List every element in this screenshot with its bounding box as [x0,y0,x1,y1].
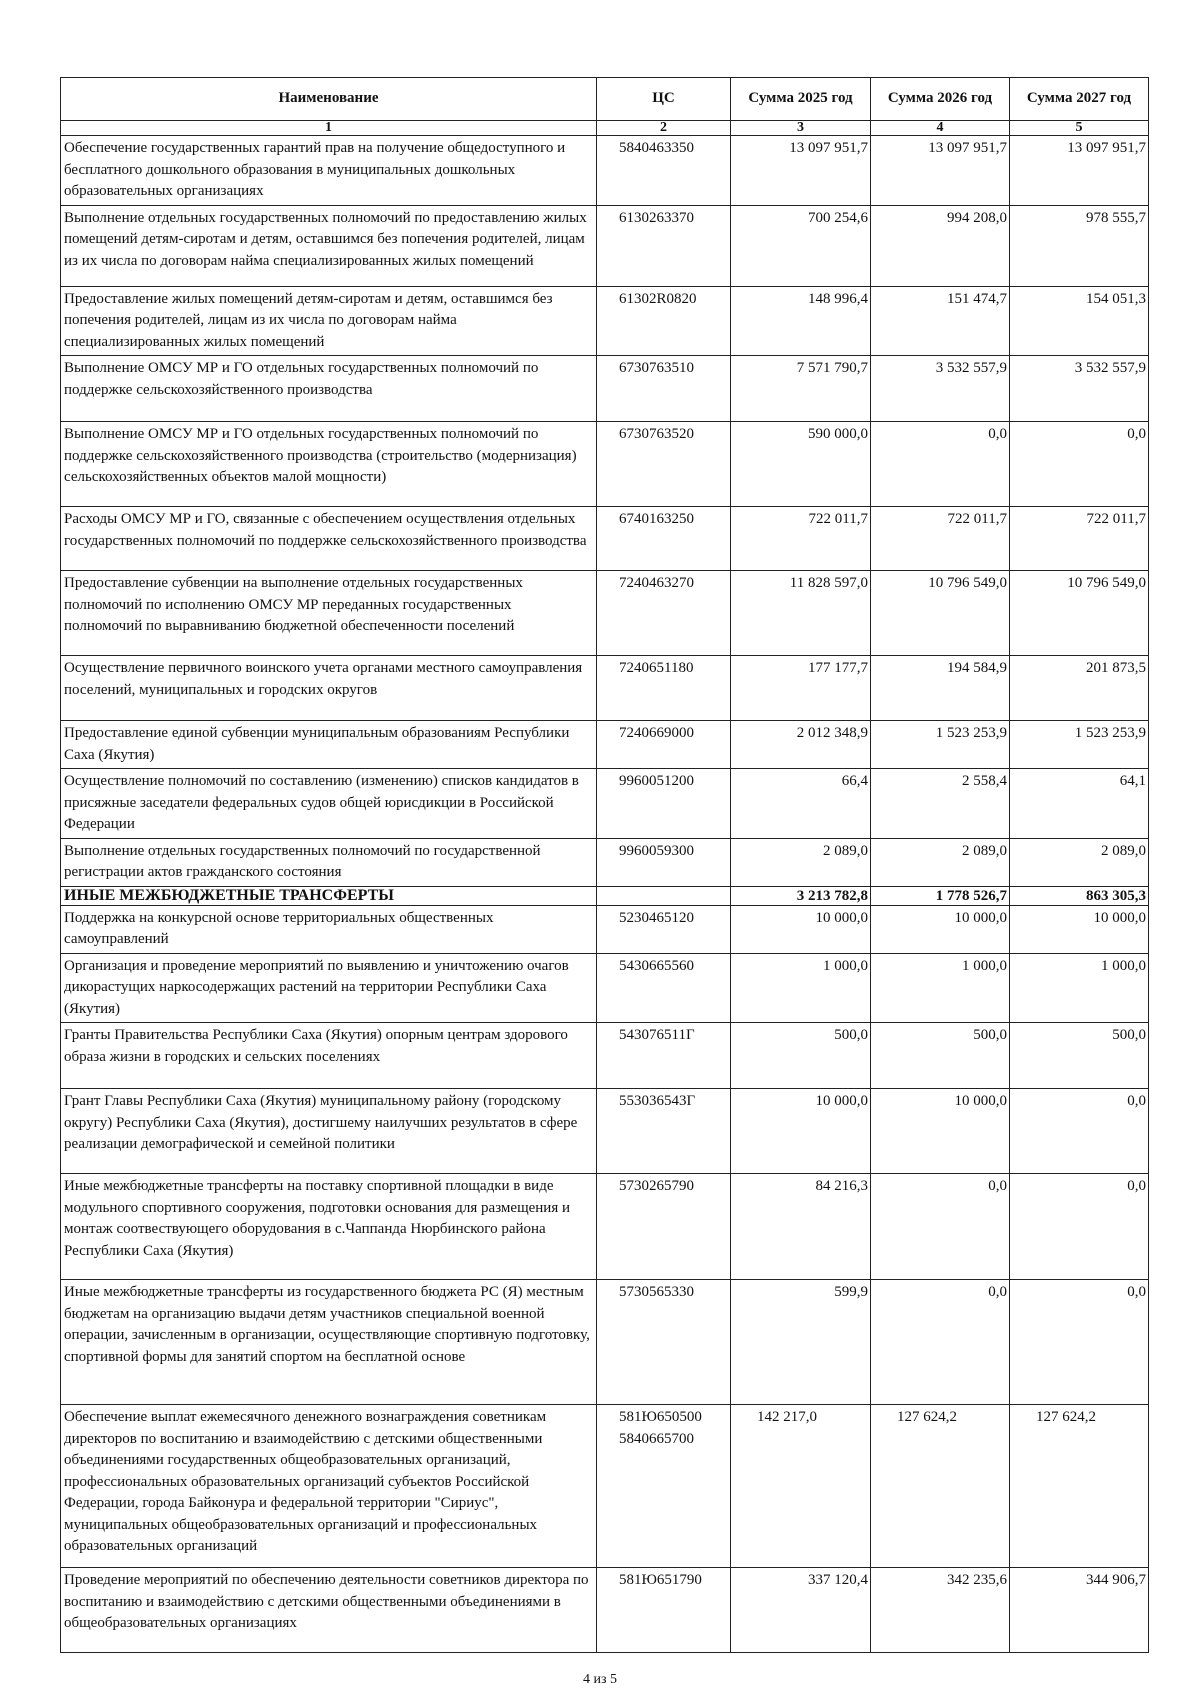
row-cs-code [597,1280,731,1405]
row-cs-code [597,838,731,886]
row-cs-code [597,905,731,953]
amount-2027: 154 051,3 [1010,286,1149,356]
table-row [61,286,1149,356]
row-cs-code [597,1089,731,1174]
table-row [61,422,1149,507]
cs-code: 5730565330 [619,1284,694,1300]
table-row [61,953,1149,1023]
row-name: Выполнение отдельных государственных полномочий по предоставлению жилых помещений детям-сиротам и детям, оставшимся без попечения родителей, лицам из их числа по договорам найма специализированных жилых помещений [61,205,597,286]
amount-2026: 0,0 [871,422,1010,507]
cs-code: 5840463350 [619,140,694,156]
cs-code: 6730763520 [619,426,694,442]
row-name: Организация и проведение мероприятий по выявлению и уничтожению очагов дикорастущих наркосодержащих растений на территории Республики Саха (Якутия) [61,953,597,1023]
row-cs-code [597,571,731,656]
table-row [61,1405,1149,1568]
row-name: Предоставление единой субвенции муниципальным образованиям Республики Саха (Якутия) [61,721,597,769]
amount-2026: 13 097 951,7 [871,136,1010,206]
cs-code: 7240669000 [619,725,694,741]
amount-2025: 10 000,0 [731,905,871,953]
row-name: Предоставление субвенции на выполнение отдельных государственных полномочий по исполнению ОМСУ МР переданных государственных полномочий по выравниванию бюджетной обеспеченности поселений [61,571,597,656]
row-name: Гранты Правительства Республики Саха (Якутия) опорным центрам здорового образа жизни в городских и сельских поселениях [61,1023,597,1089]
amount-2025: 13 097 951,7 [731,136,871,206]
amount-2027: 127 624,2 [1010,1405,1149,1568]
row-name: Иные межбюджетные трансферты из государственного бюджета РС (Я) местным бюджетам на организацию выдачи детям участников специальной военной операции, зачисленным в организации, осуществляющие спортивную подготовку, спортивной формы для занятий спортом на бесплатной основе [61,1280,597,1405]
table-row [61,205,1149,286]
row-name: Поддержка на конкурсной основе территориальных общественных самоуправлений [61,905,597,953]
amount-2026: 10 000,0 [871,905,1010,953]
table-row [61,769,1149,839]
row-cs-code [597,356,731,422]
column-number: 3 [731,121,871,136]
amount-2025: 7 571 790,7 [731,356,871,422]
header-sum-2025: Сумма 2025 год [731,78,871,121]
header-cs: ЦС [597,78,731,121]
amount-2026: 1 778 526,7 [871,886,1010,905]
amount-2026: 10 000,0 [871,1089,1010,1174]
amount-2026: 194 584,9 [871,656,1010,721]
cs-code: 553036543Г [619,1093,696,1109]
table-row [61,656,1149,721]
row-name: Расходы ОМСУ МР и ГО, связанные с обеспечением осуществления отдельных государственных полномочий по поддержке сельскохозяйственного производства [61,507,597,571]
amount-2027: 13 097 951,7 [1010,136,1149,206]
amount-2026: 3 532 557,9 [871,356,1010,422]
amount-2027: 500,0 [1010,1023,1149,1089]
amount-2026: 500,0 [871,1023,1010,1089]
amount-2027: 978 555,7 [1010,205,1149,286]
amount-2025: 3 213 782,8 [731,886,871,905]
row-name: Выполнение ОМСУ МР и ГО отдельных государственных полномочий по поддержке сельскохозяйственного производства (строительство (модернизация) сельскохозяйственных объектов малой мощности) [61,422,597,507]
amount-2026: 722 011,7 [871,507,1010,571]
budget-table-container [60,77,1148,1653]
amount-2025: 599,9 [731,1280,871,1405]
cs-code: 61302R0820 [619,290,697,307]
amount-2026: 342 235,6 [871,1568,1010,1653]
cs-code: 7240651180 [619,660,694,676]
table-row [61,1280,1149,1405]
amount-2027: 344 906,7 [1010,1568,1149,1653]
row-cs-code [597,507,731,571]
column-number: 1 [61,121,597,136]
row-name: Обеспечение государственных гарантий прав на получение общедоступного и бесплатного дошкольного образования в муниципальных дошкольных образовательных организациях [61,136,597,206]
column-number: 4 [871,121,1010,136]
amount-2025: 11 828 597,0 [731,571,871,656]
row-name: Обеспечение выплат ежемесячного денежного вознаграждения советникам директоров по воспитанию и взаимодействию с детскими общественными объединениями государственных общеобразовательных организаций, профессиональных образовательных организаций субъектов Российской Федерации, города Байконура и федеральной территории "Сириус", муниципальных общеобразовательных организаций и профессиональных образовательных организаций [61,1405,597,1568]
cs-code: 581Ю651790 [619,1572,702,1588]
budget-table [60,77,1149,1653]
page-number: 4 из 5 [582,1672,618,1687]
row-cs-code [597,721,731,769]
amount-2027: 10 796 549,0 [1010,571,1149,656]
cs-code-secondary: 5840665700 [619,1430,694,1447]
amount-2027: 0,0 [1010,1174,1149,1280]
row-name: Выполнение ОМСУ МР и ГО отдельных государственных полномочий по поддержке сельскохозяйственного производства [61,356,597,422]
amount-2025: 500,0 [731,1023,871,1089]
table-body [61,136,1149,1653]
amount-2025: 66,4 [731,769,871,839]
amount-2027: 3 532 557,9 [1010,356,1149,422]
cs-code: 5430665560 [619,957,694,974]
row-cs-code [597,1174,731,1280]
column-number: 5 [1010,121,1149,136]
amount-2026: 0,0 [871,1174,1010,1280]
table-row [61,1023,1149,1089]
amount-2025: 1 000,0 [731,953,871,1023]
row-cs-code [597,205,731,286]
table-row [61,1568,1149,1653]
amount-2025: 337 120,4 [731,1568,871,1653]
table-row [61,1174,1149,1280]
row-cs-code [597,422,731,507]
amount-2025: 722 011,7 [731,507,871,571]
amount-2027: 10 000,0 [1010,905,1149,953]
column-number-row [61,121,1149,136]
row-name: Иные межбюджетные трансферты на поставку спортивной площадки в виде модульного спортивного сооружения, подготовки основания для размещения и монтаж соотвествующего оборудования в с.Чаппанда Нюрбинского района Республики Саха (Якутия) [61,1174,597,1280]
amount-2027: 1 523 253,9 [1010,721,1149,769]
header-name: Наименование [61,78,597,121]
table-row [61,356,1149,422]
amount-2027: 0,0 [1010,1089,1149,1174]
row-cs-code [597,1568,731,1653]
table-row [61,905,1149,953]
cs-code: 5230465120 [619,909,694,926]
header-sum-2027: Сумма 2027 год [1010,78,1149,121]
cs-code: 543076511Г [619,1027,695,1043]
amount-2025: 142 217,0 [731,1405,871,1568]
cs-code: 581Ю650500 [619,1409,702,1425]
column-number: 2 [597,121,731,136]
amount-2026: 2 558,4 [871,769,1010,839]
amount-2025: 148 996,4 [731,286,871,356]
amount-2026: 10 796 549,0 [871,571,1010,656]
table-row [61,507,1149,571]
row-cs-code [597,769,731,839]
amount-2027: 863 305,3 [1010,886,1149,905]
amount-2025: 700 254,6 [731,205,871,286]
amount-2025: 84 216,3 [731,1174,871,1280]
row-cs-code [597,136,731,206]
amount-2027: 201 873,5 [1010,656,1149,721]
table-row [61,1089,1149,1174]
cs-code: 9960059300 [619,842,694,859]
cs-code: 6130263370 [619,209,694,226]
cs-code: 7240463270 [619,575,694,591]
amount-2026: 994 208,0 [871,205,1010,286]
amount-2026: 151 474,7 [871,286,1010,356]
row-name: Выполнение отдельных государственных полномочий по государственной регистрации актов гражданского состояния [61,838,597,886]
amount-2027: 0,0 [1010,1280,1149,1405]
row-name: Проведение мероприятий по обеспечению деятельности советников директора по воспитанию и взаимодействию с детскими общественными объединениями в общеобразовательных организациях [61,1568,597,1653]
amount-2025: 10 000,0 [731,1089,871,1174]
amount-2027: 1 000,0 [1010,953,1149,1023]
row-cs-code [597,1023,731,1089]
cs-code: 6740163250 [619,511,694,527]
amount-2026: 2 089,0 [871,838,1010,886]
row-name: Осуществление полномочий по составлению (изменению) списков кандидатов в присяжные заседатели федеральных судов общей юрисдикции в Российской Федерации [61,769,597,839]
section-title: ИНЫЕ МЕЖБЮДЖЕТНЫЕ ТРАНСФЕРТЫ [61,886,597,905]
cs-code: 5730265790 [619,1178,694,1194]
amount-2026: 1 523 253,9 [871,721,1010,769]
amount-2025: 177 177,7 [731,656,871,721]
row-name: Осуществление первичного воинского учета органами местного самоуправления поселений, муниципальных и городских округов [61,656,597,721]
table-row [61,136,1149,206]
amount-2025: 2 089,0 [731,838,871,886]
amount-2027: 0,0 [1010,422,1149,507]
row-cs-code [597,656,731,721]
table-header-row [61,78,1149,121]
amount-2025: 590 000,0 [731,422,871,507]
header-sum-2026: Сумма 2026 год [871,78,1010,121]
table-row [61,838,1149,886]
section-row [61,886,1149,905]
amount-2026: 0,0 [871,1280,1010,1405]
row-cs-code [597,953,731,1023]
amount-2026: 1 000,0 [871,953,1010,1023]
table-row [61,721,1149,769]
table-row [61,571,1149,656]
amount-2027: 64,1 [1010,769,1149,839]
row-name: Грант Главы Республики Саха (Якутия) муниципальному району (городскому округу) Республики Саха (Якутия), достигшему наилучших результатов в сфере реализации демографической и семейной политики [61,1089,597,1174]
amount-2027: 2 089,0 [1010,838,1149,886]
cs-code: 9960051200 [619,773,694,789]
row-cs-code [597,286,731,356]
cs-code: 6730763510 [619,360,694,376]
row-name: Предоставление жилых помещений детям-сиротам и детям, оставшимся без попечения родителей, лицам из их числа по договорам найма специализированных жилых помещений [61,286,597,356]
amount-2027: 722 011,7 [1010,507,1149,571]
amount-2025: 2 012 348,9 [731,721,871,769]
row-cs-code [597,1405,731,1568]
row-cs-code [597,886,731,905]
amount-2026: 127 624,2 [871,1405,1010,1568]
